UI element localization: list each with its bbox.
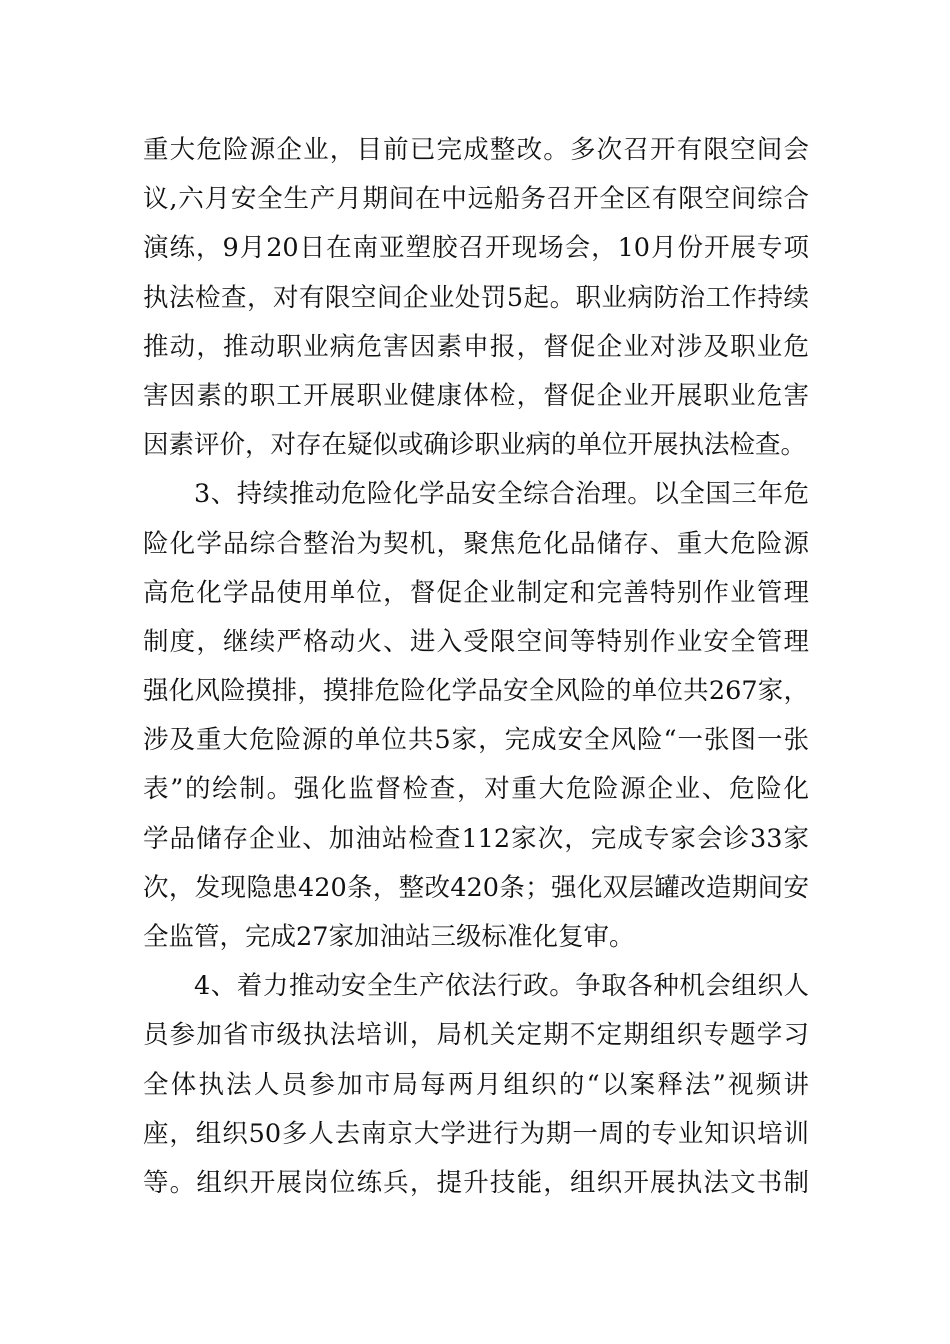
paragraph-occupational-safety — [143, 126, 809, 470]
text-line: 议,六月安全生产月期间在中远船务召开全区有限空间综合 — [143, 184, 809, 215]
text-line: 全监管，完成27家加油站三级标准化复审。 — [143, 922, 635, 952]
text-line: 员参加省市级执法培训，局机关定期不定期组织专题学习 — [143, 1020, 809, 1051]
text-line: 高危化学品使用单位，督促企业制定和完善特别作业管理 — [143, 577, 809, 608]
text-line: 表”的绘制。强化监督检查，对重大危险源企业、危险化 — [143, 774, 809, 805]
text-line: 全体执法人员参加市局每两月组织的“以案释法”视频讲 — [143, 1069, 809, 1100]
text-line: 3、持续推动危险化学品安全综合治理。以全国三年危 — [194, 479, 809, 510]
text-line: 学品储存企业、加油站检查112家次，完成专家会诊33家 — [143, 823, 809, 854]
text-line: 害因素的职工开展职业健康体检，督促企业开展职业危害 — [143, 380, 809, 411]
paragraph-law-enforcement — [143, 962, 809, 1208]
text-line: 涉及重大危险源的单位共5家，完成安全风险“一张图一张 — [143, 725, 809, 756]
text-line: 执法检查，对有限空间企业处罚5起。职业病防治工作持续 — [143, 282, 809, 313]
text-line: 制度，继续严格动火、进入受限空间等特别作业安全管理 — [143, 626, 809, 657]
text-line: 推动，推动职业病危害因素申报，督促企业对涉及职业危 — [143, 331, 809, 362]
text-line: 因素评价，对存在疑似或确诊职业病的单位开展执法检查。 — [143, 430, 807, 461]
text-line: 座，组织50多人去南京大学进行为期一周的专业知识培训 — [143, 1118, 809, 1149]
text-line: 4、着力推动安全生产依法行政。争取各种机会组织人 — [194, 971, 809, 1002]
text-line: 重大危险源企业，目前已完成整改。多次召开有限空间会 — [143, 135, 809, 165]
text-line: 次，发现隐患420条，整改420条；强化双层罐改造期间安 — [143, 872, 809, 903]
text-line: 强化风险摸排，摸排危险化学品安全风险的单位共267家， — [143, 676, 809, 707]
text-line: 演练，9月20日在南亚塑胶召开现场会，10月份开展专项 — [143, 233, 809, 264]
paragraph-hazardous-chemicals — [143, 470, 809, 962]
text-line: 等。组织开展岗位练兵，提升技能，组织开展执法文书制 — [143, 1167, 809, 1198]
document-body — [143, 126, 809, 1208]
text-line: 险化学品综合整治为契机，聚焦危化品储存、重大危险源 — [143, 528, 809, 559]
